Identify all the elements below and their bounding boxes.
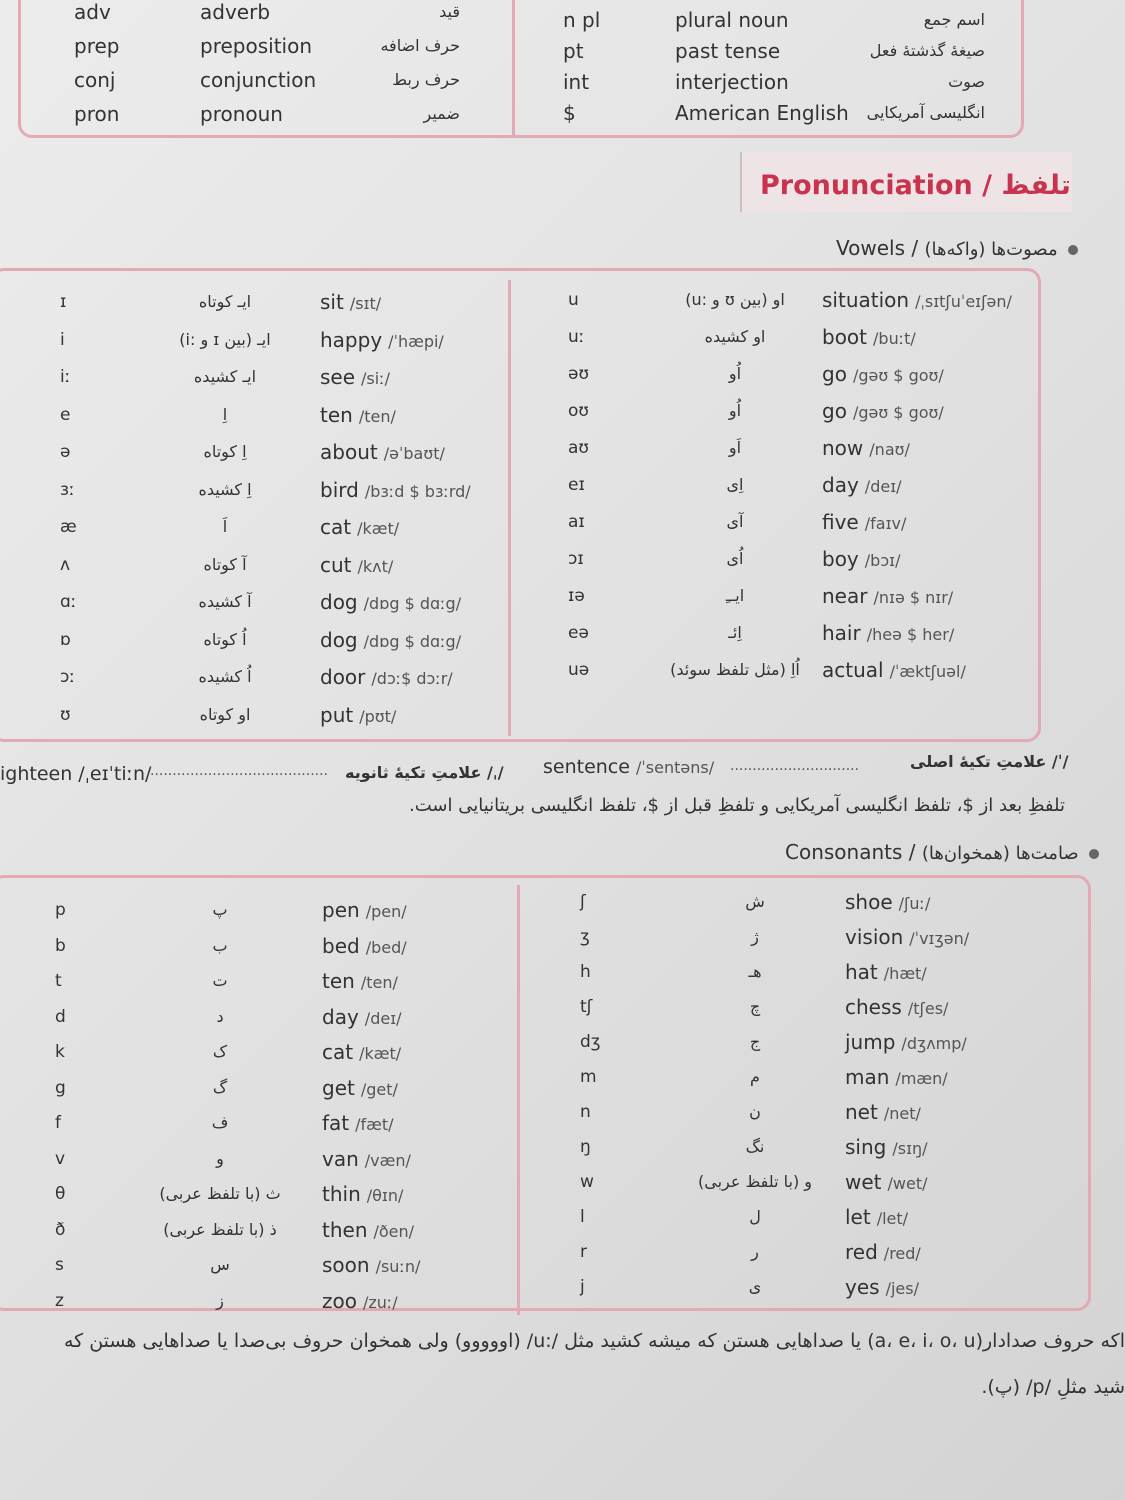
- example-word-text: situation: [822, 288, 910, 312]
- phonetic-symbol: ʒ: [580, 927, 590, 947]
- abbreviation-persian: حرف ربط: [392, 70, 460, 89]
- example-ipa: /ten/: [358, 406, 396, 426]
- example-word-text: near: [822, 584, 868, 608]
- phonetic-symbol: θ: [55, 1184, 66, 1204]
- example-word: [822, 288, 1012, 314]
- phonetic-symbol: aʊ: [568, 438, 589, 458]
- phonetic-symbol: ʃ: [580, 892, 586, 912]
- example-word: [320, 665, 453, 691]
- persian-equivalent: اُو: [728, 401, 742, 420]
- phonetic-symbol: d: [55, 1006, 66, 1027]
- phonetic-symbol: ɪ: [60, 292, 67, 312]
- persian-equivalent: ایـ (بین ɪ و :i): [179, 329, 271, 349]
- example-ipa: /nɪə $ nɪr/: [873, 588, 954, 607]
- persian-equivalent: ث (با تلفظ عربی): [159, 1184, 281, 1203]
- primary-stress-word: sentence: [543, 756, 630, 778]
- vowels-heading-persian: مصوت‌ها (واکه‌ها): [924, 239, 1058, 260]
- phonetic-symbol: dʒ: [580, 1032, 601, 1052]
- example-ipa: /buːt/: [873, 329, 916, 348]
- abbreviation-meaning: conjunction: [200, 68, 317, 92]
- example-word: [845, 995, 948, 1021]
- phonetic-symbol: g: [55, 1077, 66, 1098]
- example-ipa: /mæn/: [895, 1069, 948, 1088]
- phonetic-symbol: w: [580, 1172, 594, 1192]
- example-ipa: /bed/: [365, 937, 407, 957]
- persian-equivalent: د: [216, 1006, 224, 1026]
- phonetic-symbol: eə: [568, 623, 589, 643]
- example-word-text: day: [322, 1004, 359, 1029]
- phonetic-symbol: ɔː: [60, 667, 76, 687]
- example-word-text: bird: [320, 477, 359, 502]
- example-ipa: /siː/: [361, 369, 390, 388]
- persian-equivalent: اِی: [726, 475, 744, 494]
- phonetic-symbol: ʌ: [60, 554, 71, 575]
- persian-equivalent: اِئـ: [728, 623, 742, 642]
- phonetic-symbol: s: [55, 1255, 64, 1275]
- phonetic-symbol: uə: [568, 660, 590, 680]
- abbreviation-meaning: preposition: [200, 34, 313, 58]
- bullet-icon: [1068, 245, 1078, 255]
- example-word-text: vision: [845, 925, 904, 949]
- persian-equivalent: ذ (با تلفظ عربی): [163, 1219, 277, 1239]
- phonetic-symbol: ɪə: [568, 586, 585, 606]
- example-ipa: /dʒʌmp/: [901, 1034, 967, 1053]
- example-ipa: /kæt/: [359, 1044, 402, 1063]
- example-word-text: sing: [845, 1135, 887, 1159]
- example-ipa: /ten/: [360, 973, 398, 992]
- example-ipa: /gəʊ $ goʊ/: [852, 403, 944, 422]
- example-word-text: soon: [322, 1253, 370, 1277]
- example-ipa: /heə $ her/: [866, 625, 955, 644]
- example-word-text: ten: [322, 969, 355, 993]
- example-word: [320, 403, 396, 429]
- example-word: [322, 1218, 414, 1244]
- example-ipa: /kæt/: [357, 519, 400, 538]
- page-title: [760, 170, 1071, 201]
- example-ipa: /suːn/: [375, 1257, 421, 1276]
- footer-line-2: شید مثلِ /p/ (پ).: [981, 1376, 1125, 1398]
- example-ipa: /dɔː$ dɔːr/: [371, 669, 453, 688]
- primary-stress-ipa: /ˈsentəns/: [636, 758, 715, 777]
- bullet-icon: [1089, 849, 1099, 859]
- example-word-text: pen: [322, 898, 360, 922]
- example-word-text: boy: [822, 547, 859, 571]
- abbreviation-divider: [512, 0, 515, 135]
- example-word: [320, 515, 399, 541]
- primary-stress-example: [543, 756, 714, 778]
- example-word: [822, 362, 944, 388]
- example-word-text: wet: [845, 1170, 882, 1194]
- example-ipa: /dɒg $ dɑːg/: [363, 594, 462, 613]
- secondary-stress-dots: ........................................: [150, 763, 329, 779]
- vowels-heading-separator: /: [911, 236, 919, 260]
- phonetic-symbol: r: [580, 1242, 587, 1262]
- example-word-text: get: [322, 1075, 355, 1100]
- abbreviation-persian: قید: [439, 2, 460, 21]
- abbreviation-meaning: past tense: [675, 39, 781, 63]
- example-word: [822, 473, 902, 499]
- phonetic-symbol: ə: [60, 442, 71, 462]
- example-word-text: shoe: [845, 890, 893, 914]
- example-word: [845, 1030, 967, 1056]
- example-word: [845, 1205, 908, 1231]
- persian-equivalent: اُو: [728, 364, 742, 383]
- example-word: [322, 898, 407, 924]
- example-ipa: /red/: [883, 1244, 921, 1263]
- example-word-text: put: [320, 702, 354, 727]
- example-word-text: go: [822, 362, 847, 386]
- example-word: [845, 890, 930, 916]
- consonants-heading-persian: صامت‌ها (همخوان‌ها): [921, 843, 1079, 864]
- persian-equivalent: ایـ کوتاه: [198, 292, 252, 311]
- example-ipa: /deɪ/: [864, 477, 902, 496]
- example-ipa: /kʌt/: [357, 556, 394, 576]
- persian-equivalent: نگ: [745, 1137, 765, 1156]
- persian-equivalent: ش: [745, 892, 765, 911]
- example-word: [845, 1100, 921, 1126]
- example-ipa: /pʊt/: [359, 706, 397, 726]
- example-ipa: /naʊ/: [869, 440, 910, 459]
- abbreviation-meaning: American English: [675, 101, 849, 125]
- american-english-note: تلفظِ بعد از $، تلفظ انگلیسی آمریکایی و تلفظِ قبل از $، تلفظ انگلیسی بریتانیایی است.: [409, 795, 1065, 816]
- example-word: [322, 934, 407, 960]
- example-word: [822, 510, 906, 536]
- example-ipa: /let/: [876, 1209, 909, 1228]
- example-word-text: now: [822, 436, 864, 460]
- example-ipa: /hæt/: [883, 964, 927, 983]
- persian-equivalent: اِ کوتاه: [203, 442, 247, 461]
- example-word-text: cat: [320, 515, 352, 539]
- example-word: [845, 1135, 928, 1161]
- persian-equivalent: ژ: [751, 927, 759, 946]
- persian-equivalent: و: [216, 1148, 224, 1168]
- phonetic-symbol: uː: [568, 327, 585, 347]
- consonants-divider: [517, 885, 520, 1315]
- persian-equivalent: ر: [751, 1242, 759, 1261]
- phonetic-symbol: ʊ: [60, 704, 71, 725]
- example-ipa: /bɔɪ/: [864, 551, 901, 570]
- persian-equivalent: ز: [216, 1290, 224, 1310]
- phonetic-symbol: əʊ: [568, 364, 589, 384]
- persian-equivalent: اُ کشیده: [198, 667, 252, 686]
- abbreviation: pt: [563, 39, 584, 63]
- example-ipa: /sɪŋ/: [892, 1139, 928, 1158]
- example-word: [322, 1289, 398, 1315]
- example-word: [320, 703, 396, 729]
- phonetic-symbol: m: [580, 1067, 597, 1087]
- abbreviation-meaning: pronoun: [200, 102, 283, 126]
- persian-equivalent: م: [750, 1067, 760, 1086]
- example-word-text: five: [822, 510, 859, 534]
- example-word: [845, 1240, 921, 1266]
- example-ipa: /fæt/: [355, 1115, 394, 1134]
- abbreviation-persian: انگلیسی آمریکایی: [866, 103, 985, 122]
- example-word: [822, 584, 953, 610]
- abbreviation-meaning: adverb: [200, 0, 271, 24]
- phonetic-symbol: z: [55, 1290, 64, 1311]
- example-word: [322, 1182, 403, 1208]
- persian-equivalent: اُی: [726, 549, 744, 568]
- example-word: [320, 290, 381, 316]
- phonetic-symbol: ɒ: [60, 629, 71, 650]
- phonetic-symbol: ŋ: [580, 1137, 591, 1157]
- example-word: [822, 547, 900, 573]
- example-ipa: /væn/: [364, 1150, 411, 1170]
- example-ipa: /wet/: [887, 1174, 928, 1193]
- example-word-text: hair: [822, 621, 861, 645]
- example-word: [322, 1005, 402, 1031]
- persian-equivalent: ک: [212, 1042, 228, 1061]
- phonetic-symbol: b: [55, 935, 66, 956]
- example-word: [320, 440, 445, 466]
- example-word-text: then: [322, 1217, 368, 1242]
- example-word: [322, 1253, 420, 1279]
- example-word-text: happy: [320, 327, 383, 352]
- example-word-text: dog: [320, 627, 358, 652]
- example-word-text: red: [845, 1240, 878, 1264]
- persian-equivalent: آ کشیده: [198, 592, 252, 611]
- phonetic-symbol: n: [580, 1102, 591, 1122]
- primary-stress-label: /ˈ/ علامتِ تکیهٔ اصلی: [910, 752, 1069, 771]
- example-word: [822, 658, 966, 684]
- example-ipa: /əˈbaʊt/: [383, 444, 445, 463]
- example-word-text: boot: [822, 325, 868, 349]
- persian-equivalent: اِ: [222, 404, 228, 424]
- persian-equivalent: ن: [749, 1102, 761, 1121]
- example-ipa: /zuː/: [362, 1292, 398, 1312]
- title-persian: تلفظ: [1001, 170, 1071, 201]
- abbreviation: adv: [74, 0, 111, 24]
- abbreviation: $: [563, 101, 576, 125]
- persian-equivalent: اُاِ (مثل تلفظ سوئد): [670, 660, 800, 679]
- persian-equivalent: هـ: [748, 962, 762, 981]
- example-word: [320, 590, 461, 616]
- persian-equivalent: او کوتاه: [199, 704, 251, 724]
- example-word: [845, 960, 927, 986]
- secondary-stress-example: ighteen /ˌeɪˈtiːn/: [0, 763, 152, 785]
- example-word: [320, 628, 461, 654]
- example-ipa: /ʃuː/: [898, 894, 931, 913]
- footer-line-1: اکه حروف صدادار(a، e، i، o، u) یا صداهایی هستن که میشه کشید مثل /:u/ (اووووو) ولی همخوان حروف بی‌صدا یا صداهایی هستن که: [63, 1330, 1125, 1352]
- persian-equivalent: او (بین ʊ و :u): [685, 290, 785, 309]
- abbreviation: n pl: [563, 8, 601, 32]
- phonetic-symbol: æ: [60, 517, 77, 537]
- primary-stress-dots: .............................: [730, 758, 860, 774]
- abbreviation-persian: حرف اضافه: [380, 36, 460, 55]
- example-word: [322, 1040, 401, 1066]
- example-word: [320, 328, 444, 354]
- persian-equivalent: گ: [212, 1077, 228, 1097]
- example-word: [322, 1147, 411, 1173]
- vowels-heading: [836, 236, 1078, 260]
- example-ipa: /jes/: [885, 1279, 919, 1298]
- example-word-text: actual: [822, 658, 884, 682]
- example-ipa: /bɜːd $ bɜːrd/: [364, 481, 471, 501]
- example-word: [845, 1065, 948, 1091]
- example-word-text: cut: [320, 552, 352, 577]
- example-word-text: sit: [320, 290, 344, 314]
- example-ipa: /gəʊ $ goʊ/: [852, 366, 944, 385]
- persian-equivalent: اَ: [222, 517, 228, 536]
- phonetic-symbol: f: [55, 1113, 61, 1133]
- example-word: [322, 1076, 398, 1102]
- phonetic-symbol: v: [55, 1148, 66, 1169]
- persian-equivalent: ایــِ: [725, 586, 745, 605]
- persian-equivalent: آی: [726, 512, 744, 531]
- example-word: [822, 621, 954, 647]
- phonetic-symbol: aɪ: [568, 512, 585, 532]
- example-ipa: /ˈhæpi/: [388, 331, 444, 351]
- persian-equivalent: آ کوتاه: [203, 554, 247, 574]
- abbreviation: int: [563, 70, 590, 94]
- abbreviation: conj: [74, 68, 116, 92]
- persian-equivalent: پ: [212, 900, 228, 919]
- phonetic-symbol: p: [55, 900, 66, 920]
- example-word: [845, 925, 969, 951]
- example-ipa: /ˌsɪtʃuˈeɪʃən/: [915, 292, 1012, 311]
- persian-equivalent: او کشیده: [704, 327, 766, 346]
- example-word-text: man: [845, 1065, 890, 1089]
- example-ipa: /θɪn/: [366, 1186, 404, 1205]
- abbreviation-persian: صیغهٔ گذشتهٔ فعل: [869, 41, 985, 60]
- persian-equivalent: ی: [748, 1277, 762, 1296]
- example-word-text: jump: [845, 1030, 896, 1054]
- persian-equivalent: س: [210, 1255, 230, 1274]
- title-english: Pronunciation: [760, 170, 973, 201]
- abbreviation: pron: [74, 102, 120, 126]
- example-ipa: /get/: [360, 1079, 398, 1099]
- example-word-text: dog: [320, 590, 358, 614]
- phonetic-symbol: eɪ: [568, 475, 585, 495]
- persian-equivalent: ت: [212, 971, 228, 990]
- vowels-divider: [508, 280, 511, 736]
- example-word: [322, 1111, 394, 1137]
- example-ipa: /ˈvɪʒən/: [909, 929, 970, 948]
- example-word-text: see: [320, 365, 356, 389]
- example-word: [845, 1275, 919, 1301]
- phonetic-symbol: ɜː: [60, 479, 75, 500]
- example-word-text: thin: [322, 1182, 361, 1206]
- persian-equivalent: ج: [749, 1032, 761, 1051]
- phonetic-symbol: ɑː: [60, 592, 77, 612]
- phonetic-symbol: ɔɪ: [568, 549, 584, 569]
- example-ipa: /faɪv/: [864, 514, 907, 533]
- phonetic-symbol: j: [580, 1277, 585, 1297]
- example-word: [845, 1170, 928, 1196]
- consonants-heading-separator: /: [908, 840, 916, 864]
- phonetic-symbol: l: [580, 1207, 585, 1227]
- example-word-text: fat: [322, 1111, 350, 1135]
- abbreviation-persian: اسم جمع: [923, 10, 985, 29]
- phonetic-symbol: u: [568, 290, 579, 310]
- example-word-text: day: [822, 473, 859, 497]
- example-word-text: yes: [845, 1275, 880, 1299]
- phonetic-symbol: i: [60, 329, 65, 350]
- example-word-text: go: [822, 399, 847, 423]
- phonetic-symbol: h: [580, 962, 591, 982]
- phonetic-symbol: e: [60, 404, 71, 425]
- consonants-heading: [785, 840, 1099, 864]
- abbreviation: prep: [74, 34, 120, 58]
- example-word: [320, 553, 393, 579]
- example-word: [822, 325, 916, 351]
- example-word-text: let: [845, 1205, 871, 1229]
- example-word: [320, 365, 390, 391]
- persian-equivalent: اُ کوتاه: [203, 629, 247, 649]
- example-word: [822, 399, 944, 425]
- example-word-text: zoo: [322, 1288, 357, 1313]
- phonetic-symbol: oʊ: [568, 401, 589, 421]
- persian-equivalent: و (با تلفظ عربی): [698, 1172, 812, 1191]
- example-word-text: chess: [845, 995, 902, 1019]
- example-ipa: /ˈæktʃuəl/: [889, 662, 966, 681]
- consonants-heading-english: Consonants: [785, 840, 903, 864]
- phonetic-symbol: k: [55, 1042, 65, 1062]
- example-word: [322, 969, 398, 995]
- persian-equivalent: ل: [749, 1207, 761, 1226]
- persian-equivalent: اِ کشیده: [198, 479, 252, 499]
- example-word-text: net: [845, 1100, 878, 1124]
- abbreviation-meaning: interjection: [675, 70, 789, 94]
- title-separator: /: [982, 170, 993, 201]
- example-ipa: /tʃes/: [907, 999, 949, 1018]
- phonetic-symbol: t: [55, 971, 62, 991]
- example-word: [320, 478, 471, 504]
- example-ipa: /pen/: [365, 902, 407, 921]
- example-ipa: /deɪ/: [364, 1008, 402, 1028]
- phonetic-symbol: tʃ: [580, 997, 593, 1017]
- abbreviation-persian: ضمیر: [423, 104, 460, 123]
- example-word-text: ten: [320, 402, 353, 427]
- persian-equivalent: ف: [211, 1113, 229, 1132]
- abbreviation-meaning: plural noun: [675, 8, 789, 32]
- example-ipa: /ðen/: [373, 1221, 415, 1241]
- example-word-text: van: [322, 1146, 359, 1171]
- phonetic-symbol: ð: [55, 1219, 66, 1240]
- example-ipa: /sɪt/: [349, 294, 382, 313]
- example-word-text: about: [320, 440, 378, 464]
- persian-equivalent: ب: [212, 935, 228, 955]
- example-word-text: bed: [322, 933, 360, 958]
- example-ipa: /dɒg $ dɑːg/: [363, 631, 462, 651]
- vowels-heading-english: Vowels: [836, 236, 906, 260]
- phonetic-symbol: iː: [60, 367, 71, 387]
- secondary-stress-label: /ˌ/ علامتِ تکیهٔ ثانویه: [345, 763, 504, 782]
- example-word-text: hat: [845, 960, 878, 984]
- example-word-text: door: [320, 665, 366, 689]
- example-word: [822, 436, 910, 462]
- persian-equivalent: اَو: [728, 438, 742, 457]
- example-word-text: cat: [322, 1040, 354, 1064]
- persian-equivalent: ایـ کشیده: [193, 367, 257, 386]
- abbreviation-persian: صوت: [948, 72, 985, 91]
- persian-equivalent: چ: [749, 997, 761, 1016]
- example-ipa: /net/: [883, 1104, 921, 1123]
